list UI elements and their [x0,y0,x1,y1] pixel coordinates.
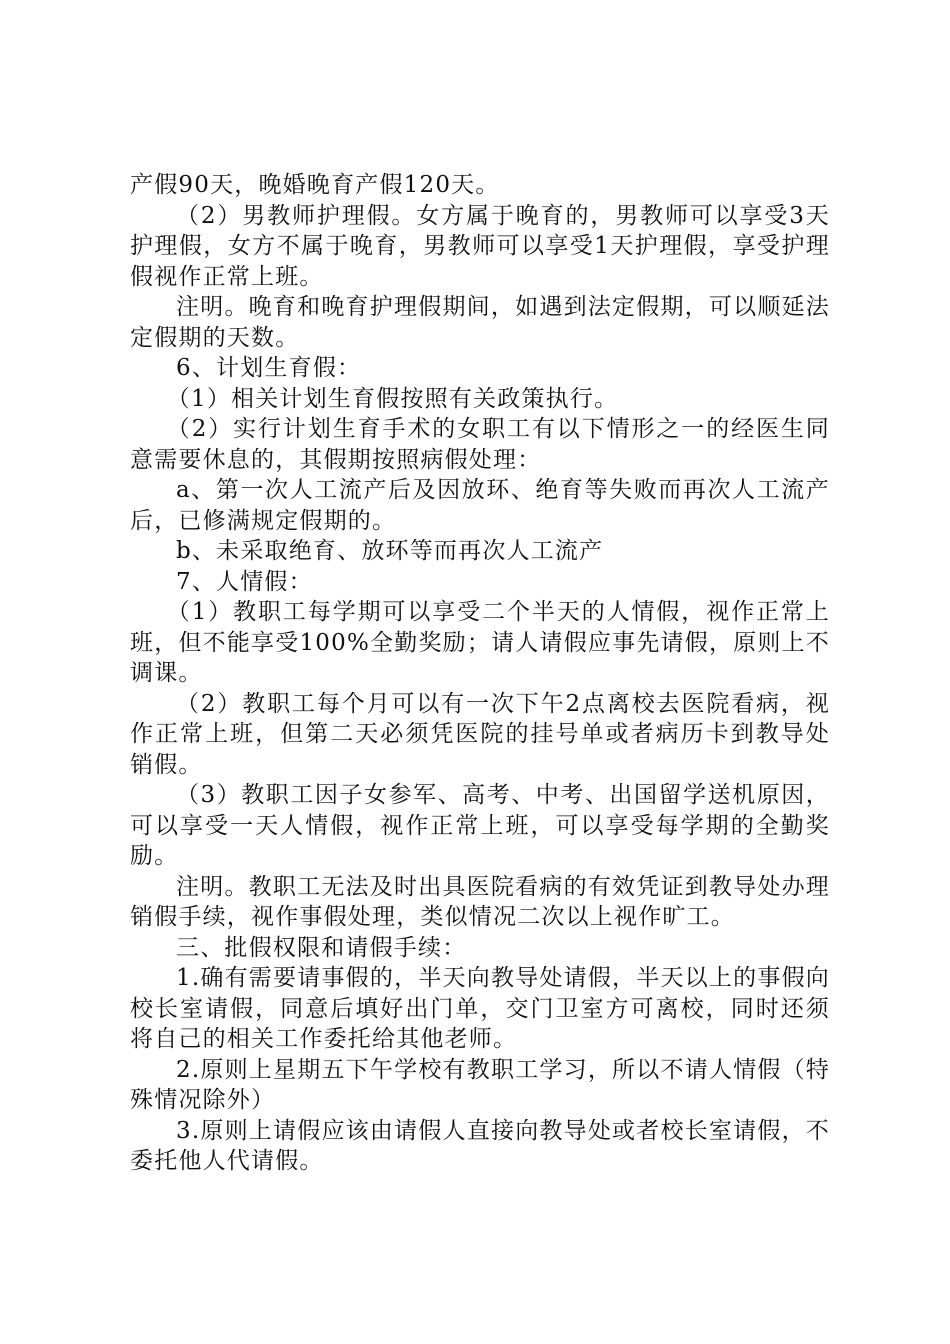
paragraph-note-proof-required: 注明。教职工无法及时出具医院看病的有效凭证到教导处办理销假手续，视作事假处理，类似情况二次以上视作旷工。 [130,873,830,930]
document-body [130,170,830,1177]
paragraph-hospital-visit: （2）教职工每个月可以有一次下午2点离校去医院看病，视作正常上班，但第二天必须凭医院的挂号单或者病历卡到教导处销假。 [130,690,830,778]
paragraph-procedure-2: 2.原则上星期五下午学校有教职工学习，所以不请人情假（特殊情况除外） [130,1056,830,1113]
heading-personal-leave: 7、人情假： [176,568,313,595]
paragraph-maternity-leave-days: 产假90天，晚婚晚育产假120天。 [130,172,500,198]
paragraph-procedure-3: 3.原则上请假应该由请假人直接向教导处或者校长室请假，不委托他人代请假。 [130,1117,830,1174]
paragraph-note-holiday-extension: 注明。晚育和晚育护理假期间，如遇到法定假期，可以顺延法定假期的天数。 [130,294,830,351]
paragraph-male-teacher-care-leave: （2）男教师护理假。女方属于晚育的，男教师可以享受3天护理假，女方不属于晚育，男教师可以享受1天护理假，享受护理假视作正常上班。 [130,202,830,290]
paragraph-family-planning-policy: （1）相关计划生育假按照有关政策执行。 [166,385,619,412]
paragraph-item-b: b、未采取绝育、放环等而再次人工流产 [176,538,604,564]
paragraph-family-planning-surgery: （2）实行计划生育手术的女职工有以下情形之一的经医生同意需要休息的，其假期按照病假处理： [130,416,830,473]
paragraph-family-events: （3）教职工因子女参军、高考、中考、出国留学送机原因，可以享受一天人情假，视作正常上班，可以享受每学期的全勤奖励。 [130,782,830,869]
heading-family-planning-leave: 6、计划生育假： [176,355,362,381]
heading-approval-procedure: 三、批假权限和请假手续： [176,934,467,961]
paragraph-personal-leave-half-days: （1）教职工每学期可以享受二个半天的人情假，视作正常上班，但不能享受100%全勤奖励；请人请假应事先请假，原则上不调课。 [130,599,830,686]
paragraph-procedure-1: 1.确有需要请事假的，半天向教导处请假，半天以上的事假向校长室请假，同意后填好出门单，交门卫室方可离校，同时还须将自己的相关工作委托给其他老师。 [130,965,830,1052]
paragraph-item-a: a、第一次人工流产后及因放环、绝育等失败而再次人工流产后，已修满规定假期的。 [130,477,830,534]
